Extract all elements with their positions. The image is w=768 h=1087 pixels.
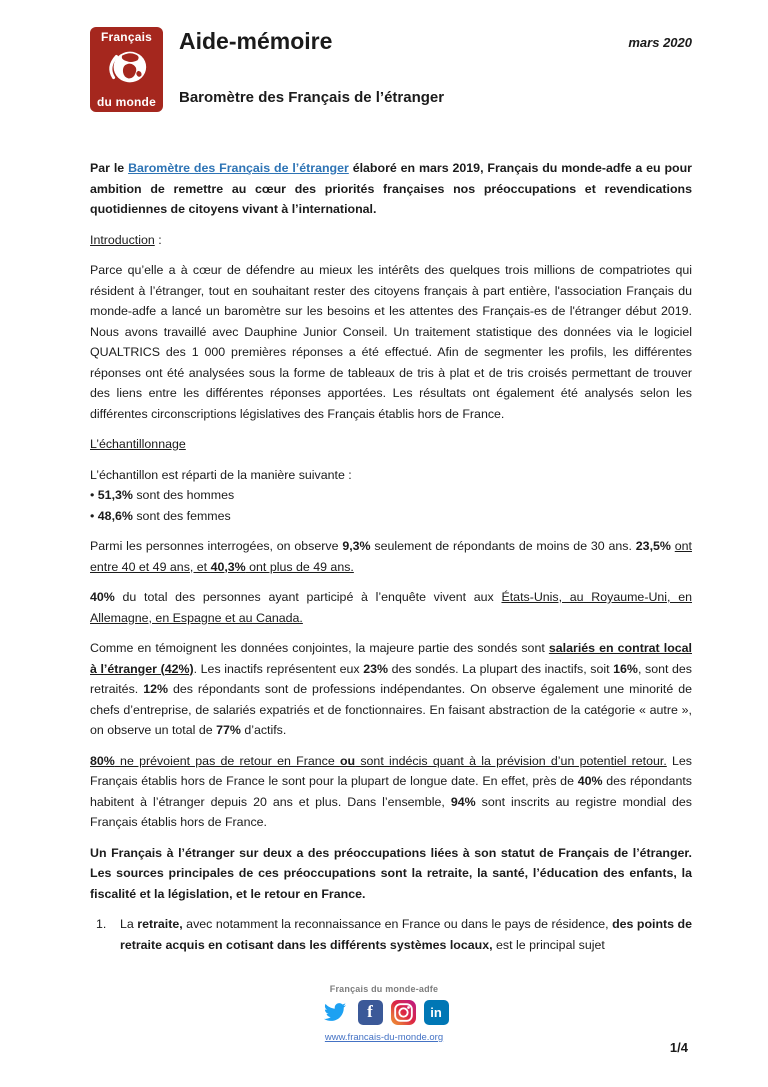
text-run: 23%	[363, 661, 388, 676]
document-subtitle: Baromètre des Français de l’étranger	[179, 89, 445, 106]
text-run: La	[120, 917, 138, 931]
text-run: sont des hommes	[132, 488, 235, 502]
text-run: L’échantillonnage	[90, 437, 186, 451]
text-run: seulement de répondants de moins de 30 ans.	[370, 539, 636, 553]
employment-paragraph	[90, 638, 692, 741]
page-number: 1/4	[669, 1040, 688, 1055]
text-run: •	[90, 508, 98, 523]
text-run: 94%	[450, 794, 476, 809]
header-text-block	[179, 27, 692, 112]
text-run: , sont des retraités.	[90, 661, 692, 696]
text-run: 48,6%	[97, 508, 133, 523]
footer-org-name: Français du monde-adfe	[329, 984, 439, 994]
list-number: 1.	[96, 917, 107, 931]
twitter-icon[interactable]	[320, 1000, 350, 1025]
text-run: Les Français établis hors de France le sont pour la plupart de longue date. En effet, près de	[90, 753, 692, 788]
text-run: 77%	[216, 723, 241, 737]
footer	[0, 984, 768, 1045]
document-header	[90, 27, 692, 112]
text-run: du total des personnes ayant participé à l’enquête vivent aux	[114, 590, 502, 604]
logo-text-top: Français	[101, 30, 152, 44]
text-run: 40%	[577, 774, 603, 788]
sample-intro-line	[90, 465, 692, 486]
text-run: •	[90, 488, 98, 502]
barometre-link[interactable]: Baromètre des Français de l’étranger	[128, 161, 349, 175]
globe-icon	[104, 43, 150, 96]
concerns-paragraph	[90, 843, 692, 905]
linkedin-icon[interactable]: in	[424, 1000, 449, 1025]
text-run: . Les inactifs représentent eux	[193, 661, 364, 676]
text-run: États-Unis, au Royaume-Uni, en Allemagne, en Espagne et au Canada.	[90, 590, 692, 625]
bullet-femmes	[90, 506, 692, 527]
text-run: sont inscrits au registre mondial des Français établis hors de France.	[90, 794, 692, 829]
text-run: 80%	[90, 753, 115, 768]
text-run: Par le	[90, 161, 129, 175]
text-run: ont entre 40 et 49 ans, et	[90, 539, 692, 574]
text-run: est le principal sujet	[492, 937, 605, 952]
social-links	[0, 998, 768, 1026]
document-body	[90, 158, 692, 955]
text-run: 51,3%	[97, 488, 133, 502]
text-run: salariés en contrat local à l’étranger (42%)	[90, 641, 692, 676]
document-date: mars 2020	[628, 35, 692, 50]
countries-paragraph	[90, 587, 692, 628]
introduction-paragraph	[90, 260, 692, 424]
page-content	[90, 27, 692, 965]
return-paragraph	[90, 751, 692, 833]
text-run: L’échantillon est réparti de la manière suivante :	[90, 467, 352, 482]
list-item-text	[120, 914, 692, 955]
section-heading-echantillonnage	[90, 434, 692, 455]
lead-paragraph	[90, 158, 692, 220]
document-title: Aide-mémoire	[179, 28, 333, 54]
text-run: avec notamment la reconnaissance en France ou dans le pays de résidence,	[182, 917, 613, 931]
text-run: ne prévoient pas de retour en France	[114, 753, 340, 768]
instagram-icon[interactable]	[391, 1000, 416, 1025]
text-run: des sondés. La plupart des inactifs, soit	[388, 661, 614, 676]
text-run: élaboré en mars 2019, Français du monde-adfe a eu pour ambition de remettre au cœur des priorités françaises nos préoccupations et revendications quotidiennes de citoyens vivant à l’international.	[90, 161, 692, 216]
bullet-hommes	[90, 485, 692, 506]
text-run: sont des femmes	[132, 508, 231, 523]
list-item-retraite	[90, 914, 692, 955]
text-run: des répondants sont de professions indépendantes. On observe également une minorité de chefs d’entreprise, de salariés expatriés et de fonctionnaires. En faisant abstraction de la catégorie « autre », on observe un total de	[90, 682, 692, 737]
text-run: ou	[339, 753, 356, 768]
text-run: des répondants habitent à l’étranger depuis 20 ans et plus. Dans l’ensemble,	[90, 774, 692, 809]
text-run: Un Français à l’étranger sur deux a des préoccupations liées à son statut de Français de l’étranger. Les sources principales de ces préoccupations sont la retraite, la santé, l’éducation des enfants, la fiscalité et la législation, et le retour en France.	[90, 845, 692, 901]
age-paragraph	[90, 536, 692, 577]
text-run: ont plus de 49 ans.	[245, 559, 354, 574]
text-run: retraite,	[137, 917, 183, 931]
text-run: 9,3%	[342, 539, 371, 553]
logo-text-bottom: du monde	[97, 95, 156, 109]
org-logo	[90, 27, 163, 112]
text-run: des points de retraite acquis en cotisant dans les différents systèmes locaux,	[120, 917, 692, 952]
text-run: Parmi les personnes interrogées, on observe	[90, 539, 343, 553]
text-run: :	[154, 232, 162, 247]
text-run: 40,3%	[210, 559, 246, 574]
text-run: Parce qu’elle a à cœur de défendre au mieux les intérêts des quelques trois millions de compatriotes qui résident à l’étranger, tout en souhaitant rester des citoyens français à part entière, l'association Français du monde-adfe a lancé un baromètre sur les besoins et les attentes des Français-es de l'étranger début 2019. Nous avons travaillé avec Dauphine Junior Conseil. Un traitement statistique des données via le logiciel QUALTRICS des 1 000 premières réponses a été effectué. Afin de segmenter les profils, les différentes réponses ont été analysées sous la forme de tableaux de tris à plat et de tris croisés permettant de trouver des liens entre les différentes réponses apportées. Les résultats ont également été analysés selon les différentes circonscriptions législatives des Français établis hors de France.	[90, 263, 692, 421]
facebook-icon[interactable]: f	[358, 1000, 383, 1025]
text-run: 12%	[143, 682, 168, 696]
text-run: sont indécis quant à la prévision d’un potentiel retour.	[355, 753, 667, 768]
text-run: Comme en témoignent les données conjointes, la majeure partie des sondés sont	[90, 641, 549, 655]
section-heading-introduction	[90, 230, 692, 251]
text-run: d’actifs.	[240, 723, 287, 737]
website-link[interactable]: www.francais-du-monde.org	[324, 1032, 444, 1043]
text-run: 40%	[90, 590, 115, 604]
text-run: 16%	[613, 661, 638, 676]
text-run: 23,5%	[635, 539, 671, 553]
text-run: Introduction	[90, 232, 155, 247]
